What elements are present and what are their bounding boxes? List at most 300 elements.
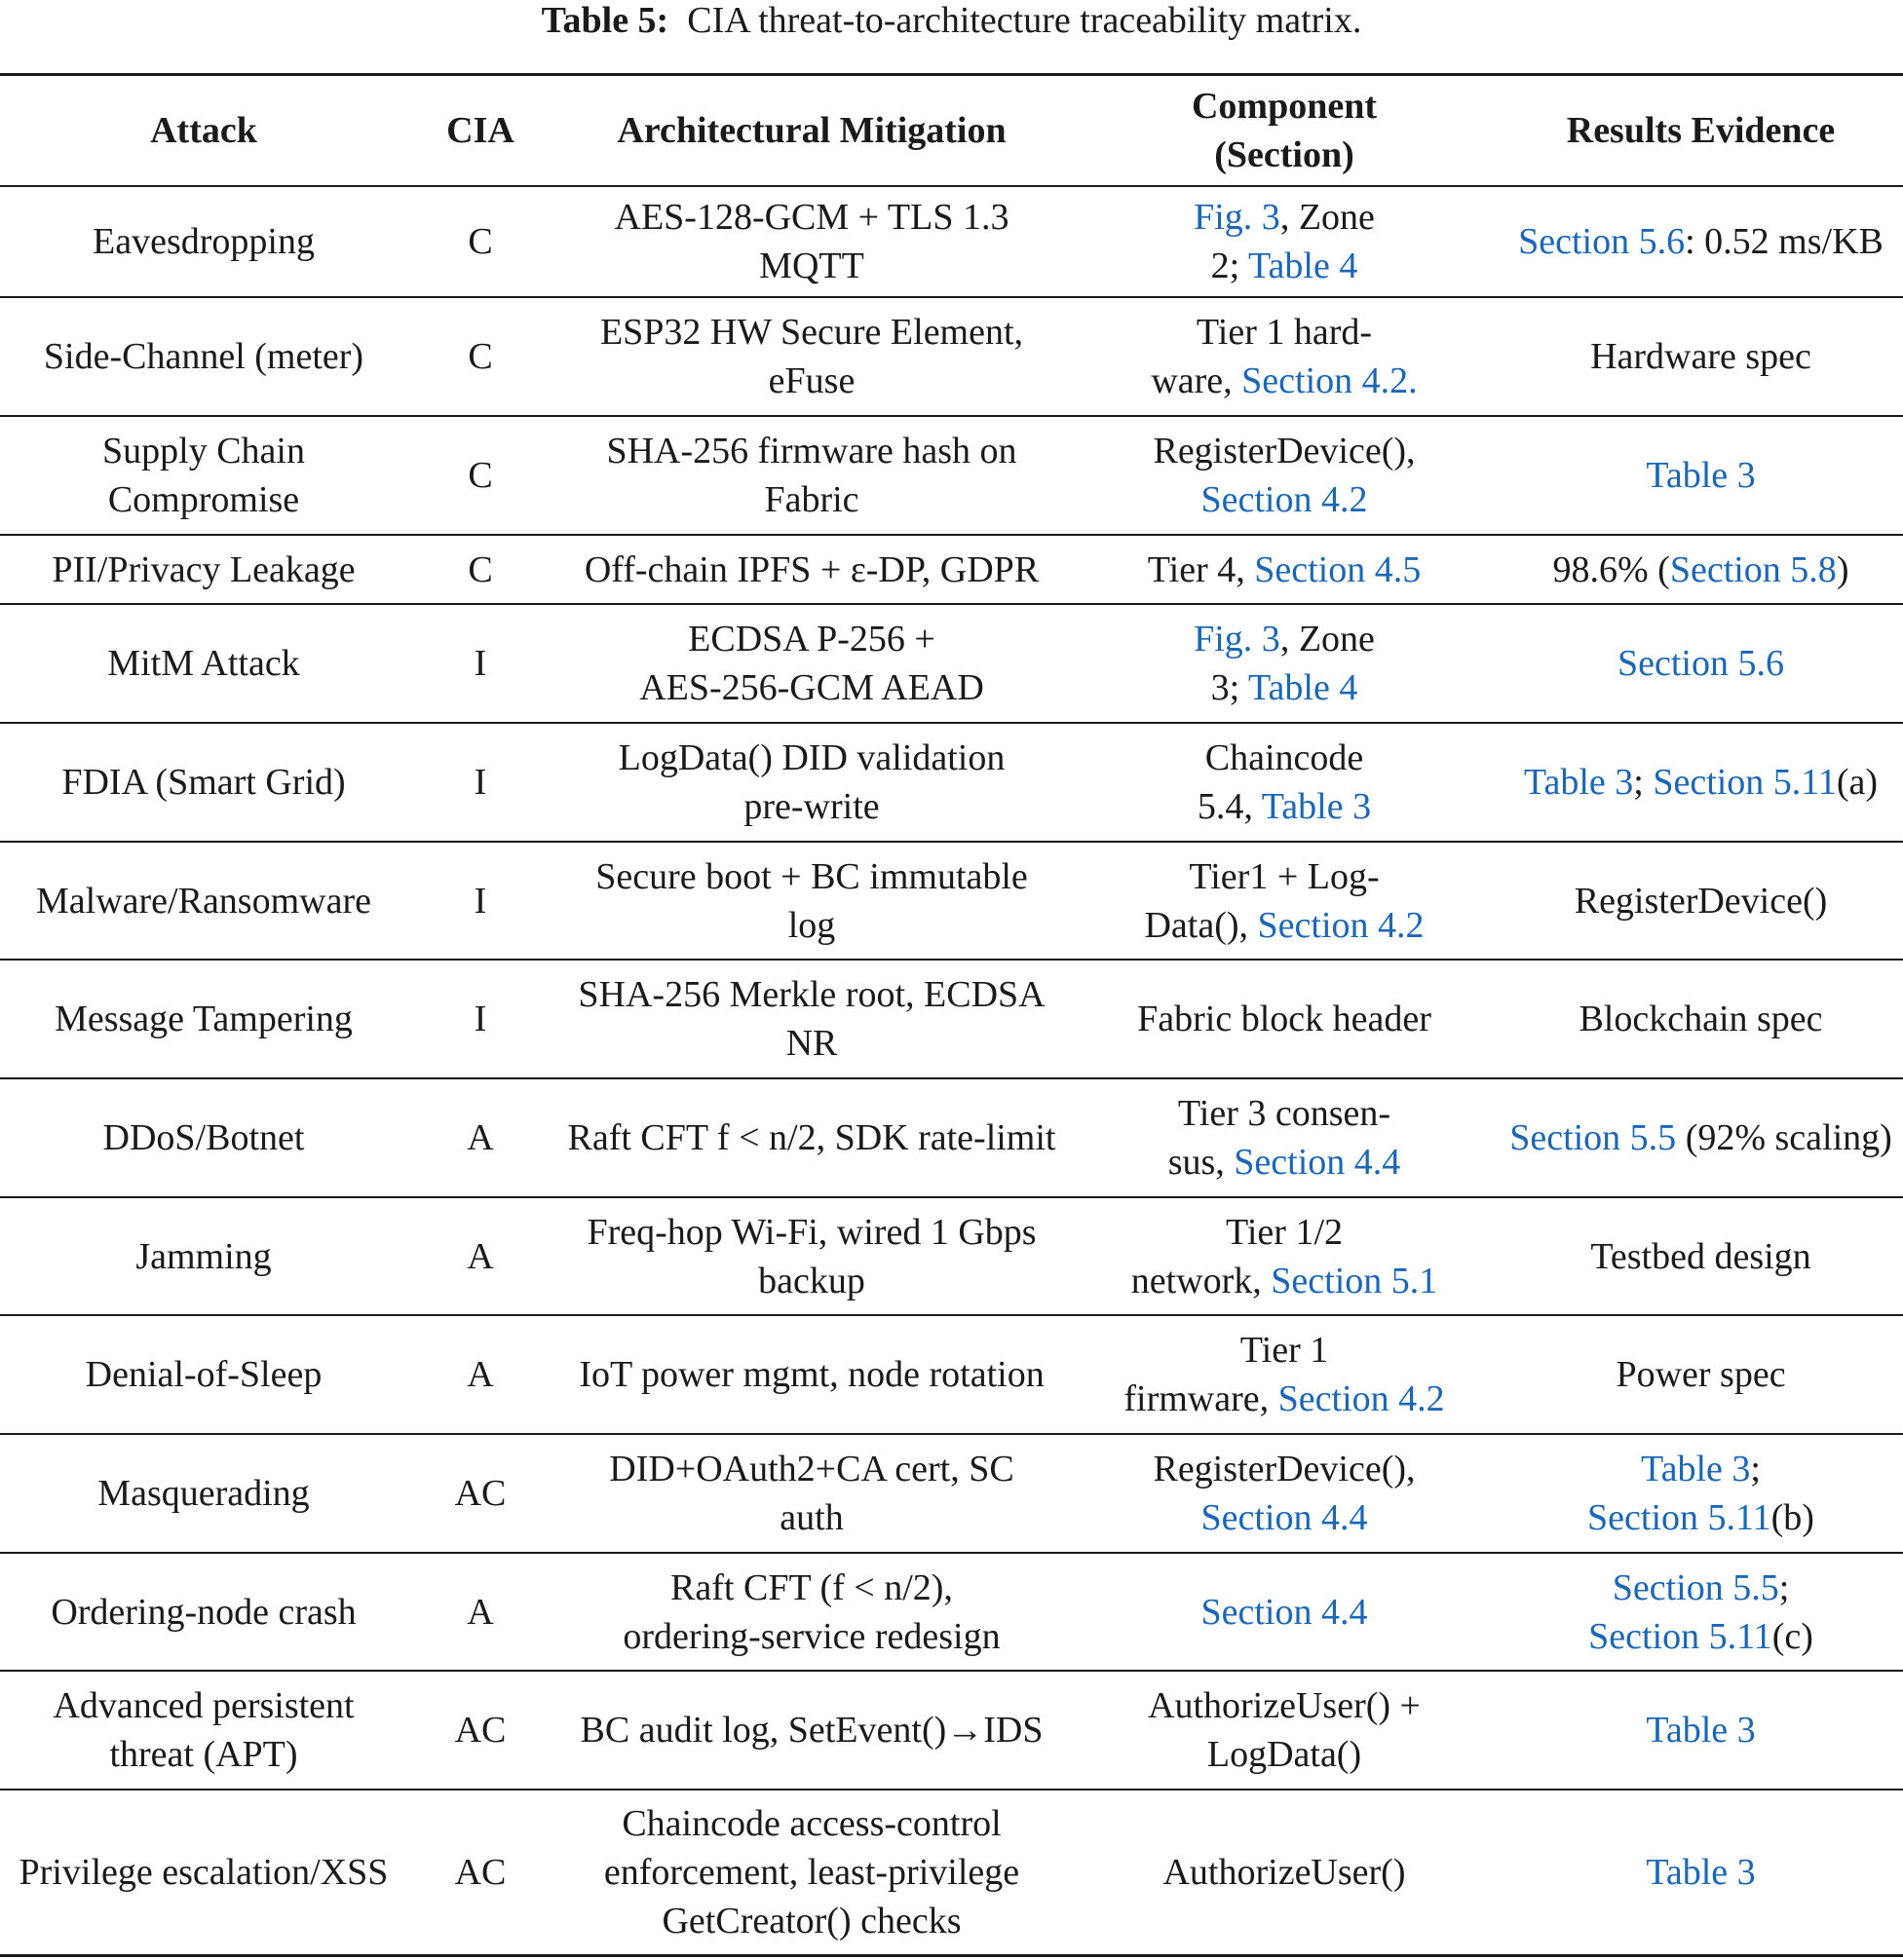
cell-cia xyxy=(407,1554,553,1670)
cell-line xyxy=(1194,197,1375,238)
cross-reference-link[interactable]: Table 3 xyxy=(1261,786,1372,827)
cell-line xyxy=(1131,1261,1438,1301)
cell-line: Chaincode access-control xyxy=(622,1803,1002,1844)
cell-cia xyxy=(407,298,553,415)
cell-attack-text xyxy=(135,1232,271,1281)
cell-mitigation xyxy=(553,298,1070,415)
cross-reference-link[interactable]: Table 4 xyxy=(1248,667,1358,708)
cell-evidence xyxy=(1499,1198,1903,1314)
cell-evidence-text xyxy=(1646,451,1755,500)
cell-line: Malware/Ransomware xyxy=(36,880,371,922)
cell-cia-text xyxy=(468,332,492,381)
cross-reference-link[interactable]: Section 5.8 xyxy=(1669,548,1837,590)
cell-line xyxy=(1162,1852,1405,1893)
cell-evidence-text xyxy=(1618,639,1784,688)
cia-value: I xyxy=(474,643,487,684)
cell-line xyxy=(1518,221,1884,262)
cell-text: network, xyxy=(1130,1260,1272,1301)
cell-line xyxy=(1575,881,1828,922)
cell-component-text xyxy=(1194,193,1375,290)
cell-line xyxy=(1189,856,1379,897)
cell-text: (a) xyxy=(1836,762,1879,803)
cell-attack-text xyxy=(51,1588,356,1637)
cell-line: Off-chain IPFS + ε-DP, GDPR xyxy=(584,548,1040,590)
cell-line xyxy=(1144,905,1424,946)
cell-evidence xyxy=(1499,417,1903,534)
cross-reference-link[interactable]: Fig. 3 xyxy=(1194,197,1280,238)
cell-attack-text xyxy=(36,877,371,925)
cell-mitigation-text xyxy=(639,615,984,712)
cell-text: , Zone xyxy=(1279,197,1375,238)
cell-attack xyxy=(0,1435,407,1552)
cell-mitigation xyxy=(553,187,1070,296)
cell-line: enforcement, least-privilege xyxy=(603,1852,1020,1893)
cell-line: Freq-hop Wi-Fi, wired 1 Gbps xyxy=(587,1211,1037,1253)
cell-line xyxy=(1613,1567,1790,1608)
cell-text: (c) xyxy=(1771,1615,1813,1657)
cell-line xyxy=(1590,336,1811,377)
cell-line: DDoS/Botnet xyxy=(102,1117,305,1158)
header-evidence-text xyxy=(1567,106,1836,155)
cell-attack xyxy=(0,724,407,841)
cell-mitigation-text xyxy=(600,308,1023,405)
cell-component xyxy=(1070,298,1499,415)
cross-reference-link[interactable]: Section 5.11 xyxy=(1587,1497,1771,1538)
cell-attack xyxy=(0,1198,407,1314)
cell-text: Tier 4, xyxy=(1147,548,1255,590)
cell-component xyxy=(1070,536,1499,603)
cell-line: Side-Channel (meter) xyxy=(43,336,364,377)
cell-component-text xyxy=(1168,1089,1401,1187)
cell-line: Secure boot + BC immutable xyxy=(595,855,1028,897)
cross-reference-link[interactable]: Table 3 xyxy=(1646,1710,1756,1751)
cell-component-text xyxy=(1148,546,1421,594)
header-attack-text xyxy=(150,106,257,155)
cross-reference-link[interactable]: Section 5.6 xyxy=(1518,221,1686,262)
cell-component xyxy=(1070,1316,1499,1433)
cell-cia-text xyxy=(475,639,487,688)
cell-text: Tier1 + Log- xyxy=(1189,855,1380,897)
cia-value: I xyxy=(474,999,487,1039)
header-cia xyxy=(407,76,553,185)
cell-attack-text xyxy=(55,995,353,1043)
cell-line xyxy=(1148,1685,1421,1726)
cell-line: ESP32 HW Secure Element, xyxy=(599,312,1024,353)
header-mitigation-text xyxy=(617,106,1006,155)
cell-line: log xyxy=(787,904,836,946)
cia-value: AC xyxy=(454,1852,507,1893)
cell-attack-text xyxy=(52,546,355,594)
cross-reference-link[interactable]: Section 5.11 xyxy=(1653,762,1837,803)
cell-text: RegisterDevice(), xyxy=(1153,431,1416,471)
cell-attack xyxy=(0,605,407,722)
cell-line: ECDSA P-256 + xyxy=(688,619,935,660)
cell-attack xyxy=(0,843,407,959)
cell-evidence-text xyxy=(1518,217,1884,266)
cell-attack-text xyxy=(97,1469,309,1518)
cell-component xyxy=(1070,1554,1499,1670)
cell-line xyxy=(1646,1852,1755,1893)
cell-component-text xyxy=(1153,427,1415,524)
cia-value: C xyxy=(468,336,493,377)
cell-line xyxy=(1168,1142,1401,1183)
cell-line: pre-write xyxy=(743,786,880,827)
cell-line xyxy=(1240,1330,1328,1371)
cell-line xyxy=(1207,1734,1361,1775)
caption-text: CIA threat-to-architecture traceability matrix. xyxy=(687,0,1362,41)
cell-line xyxy=(1211,667,1358,708)
cell-line xyxy=(1641,1449,1761,1489)
table-caption xyxy=(0,0,1903,41)
cell-line xyxy=(1137,999,1431,1039)
cell-line: LogData() DID validation xyxy=(618,737,1006,778)
cell-text: Tier 1/2 xyxy=(1225,1211,1343,1253)
cell-line: Fabric xyxy=(764,479,859,520)
cell-text: ; xyxy=(1750,1449,1761,1489)
cell-mitigation-text xyxy=(587,1208,1036,1305)
cell-line: threat (APT) xyxy=(109,1734,298,1775)
cell-line: Jamming xyxy=(135,1235,272,1277)
cell-evidence-text xyxy=(1553,546,1849,594)
cell-component xyxy=(1070,1198,1499,1314)
cell-text: Chaincode xyxy=(1204,737,1364,778)
cia-value: A xyxy=(467,1354,494,1395)
cell-mitigation-text xyxy=(579,1350,1044,1399)
cell-component-text xyxy=(1151,308,1417,405)
header-evidence xyxy=(1499,76,1903,185)
cell-text: Fabric block header xyxy=(1137,999,1431,1039)
cell-component-text xyxy=(1137,995,1431,1043)
cell-mitigation-text xyxy=(623,1564,1000,1661)
cell-attack-text xyxy=(53,1681,354,1779)
cell-mitigation-text xyxy=(604,1799,1019,1945)
cell-evidence xyxy=(1499,1316,1903,1433)
cell-attack-text xyxy=(102,427,305,524)
cell-text: (b) xyxy=(1770,1497,1814,1538)
cross-reference-link[interactable]: Table 3 xyxy=(1646,1852,1756,1893)
cell-attack xyxy=(0,1672,407,1789)
cell-line: BC audit log, SetEvent()→IDS xyxy=(580,1710,1044,1751)
cell-mitigation-text xyxy=(585,546,1039,594)
cell-evidence-text xyxy=(1616,1350,1785,1399)
cell-line: SHA-256 firmware hash on xyxy=(606,431,1017,471)
cell-attack-text xyxy=(103,1113,305,1162)
cell-line: backup xyxy=(758,1260,865,1301)
cell-line: GetCreator() checks xyxy=(662,1901,962,1941)
cell-line: PII/Privacy Leakage xyxy=(52,548,356,590)
cell-evidence xyxy=(1499,298,1903,415)
cross-reference-link[interactable]: Table 4 xyxy=(1248,245,1358,286)
cell-mitigation xyxy=(553,1672,1070,1789)
cell-line xyxy=(1151,360,1417,401)
cross-reference-link[interactable]: Section 5.6 xyxy=(1618,643,1784,684)
cell-line xyxy=(1201,1497,1368,1538)
cell-cia-text xyxy=(475,758,487,807)
cell-text: ; xyxy=(1633,762,1654,803)
cell-attack xyxy=(0,1554,407,1670)
cell-mitigation-text xyxy=(581,1706,1044,1754)
cross-reference-link[interactable]: Table 3 xyxy=(1523,762,1634,803)
cross-reference-link[interactable]: Section 4.4 xyxy=(1234,1142,1401,1183)
cell-line: IoT power mgmt, node rotation xyxy=(579,1354,1045,1395)
cell-line: Masquerading xyxy=(97,1473,310,1514)
cross-reference-link[interactable]: Section 4.2. xyxy=(1241,360,1418,401)
cell-evidence xyxy=(1499,961,1903,1077)
cell-line xyxy=(1153,431,1415,471)
cell-line xyxy=(1553,549,1849,590)
cell-attack xyxy=(0,187,407,296)
cell-mitigation-text xyxy=(568,1113,1056,1162)
cell-line xyxy=(1148,549,1421,590)
cell-text: , Zone xyxy=(1279,619,1375,660)
cell-line xyxy=(1616,1354,1785,1395)
cell-text: 98.6% ( xyxy=(1552,548,1670,590)
cell-cia xyxy=(407,536,553,603)
cell-cia xyxy=(407,843,553,959)
row-divider xyxy=(0,1954,1903,1957)
cross-reference-link[interactable]: Section 4.2 xyxy=(1277,1378,1445,1419)
cell-evidence-text xyxy=(1590,332,1811,381)
cell-component xyxy=(1070,961,1499,1077)
cell-text: sus, xyxy=(1167,1142,1235,1183)
cell-mitigation-text xyxy=(619,734,1006,831)
cell-line xyxy=(1587,1497,1814,1538)
cell-mitigation xyxy=(553,1316,1070,1433)
cell-text: : 0.52 ms/KB xyxy=(1685,221,1884,262)
cell-cia xyxy=(407,417,553,534)
cell-line: Attack xyxy=(150,110,257,151)
cross-reference-link[interactable]: Section 5.11 xyxy=(1588,1615,1772,1657)
cell-line xyxy=(1211,245,1358,286)
cell-text: Hardware spec xyxy=(1590,336,1811,377)
cell-line: Compromise xyxy=(107,479,300,520)
cell-mitigation xyxy=(553,1198,1070,1314)
cell-text: Power spec xyxy=(1616,1354,1786,1395)
cell-mitigation xyxy=(553,1790,1070,1954)
cell-mitigation xyxy=(553,961,1070,1077)
cell-evidence-text xyxy=(1646,1848,1755,1897)
cell-text: LogData() xyxy=(1206,1734,1362,1775)
cell-evidence-text xyxy=(1575,877,1828,925)
cell-evidence xyxy=(1499,843,1903,959)
cross-reference-link[interactable]: Section 4.4 xyxy=(1200,1591,1368,1633)
cell-line xyxy=(1153,1449,1415,1489)
cell-cia xyxy=(407,1672,553,1789)
cell-line: Message Tampering xyxy=(55,999,353,1039)
cell-line: MitM Attack xyxy=(107,643,300,684)
header-attack xyxy=(0,76,407,185)
cell-cia xyxy=(407,724,553,841)
cell-evidence-text xyxy=(1509,1113,1892,1162)
cross-reference-link[interactable]: Section 4.2 xyxy=(1200,479,1368,520)
cell-cia-text xyxy=(467,1588,493,1637)
cell-component-text xyxy=(1148,1681,1421,1779)
cell-cia-text xyxy=(467,1232,493,1281)
cell-attack-text xyxy=(107,639,299,688)
cell-attack-text xyxy=(86,1350,323,1399)
cell-line xyxy=(1509,1117,1892,1158)
cell-evidence xyxy=(1499,536,1903,603)
cell-cia-text xyxy=(468,546,492,594)
cell-text: AuthorizeUser() + xyxy=(1148,1685,1421,1726)
cell-component-text xyxy=(1201,1588,1368,1637)
cell-attack xyxy=(0,417,407,534)
cia-value: C xyxy=(468,455,493,496)
cell-component-text xyxy=(1162,1848,1405,1897)
cell-line xyxy=(1198,786,1371,827)
caption-label: Table 5: xyxy=(541,0,669,41)
cell-line: Privilege escalation/XSS xyxy=(19,1852,389,1893)
cell-line: SHA-256 Merkle root, ECDSA xyxy=(578,974,1046,1015)
cell-cia-text xyxy=(475,877,487,925)
cross-reference-link[interactable]: Section 5.5 xyxy=(1612,1566,1779,1608)
cell-cia xyxy=(407,1198,553,1314)
cell-cia xyxy=(407,961,553,1077)
cross-reference-link[interactable]: Section 4.5 xyxy=(1254,548,1422,590)
cell-text: ; xyxy=(1778,1566,1790,1608)
cell-line xyxy=(1201,479,1368,520)
cell-cia-text xyxy=(475,995,487,1043)
cross-reference-link[interactable]: Section 5.5 xyxy=(1509,1117,1677,1158)
cell-text: ) xyxy=(1836,548,1849,590)
cell-line: CIA xyxy=(446,110,514,151)
cell-line xyxy=(1588,1616,1813,1657)
cell-component xyxy=(1070,1079,1499,1196)
cell-line: AES-256-GCM AEAD xyxy=(639,667,984,708)
cell-line xyxy=(1197,312,1372,353)
cell-component xyxy=(1070,724,1499,841)
cell-line xyxy=(1646,1710,1755,1751)
cell-line: Advanced persistent xyxy=(53,1685,355,1726)
cross-reference-link[interactable]: Table 3 xyxy=(1646,455,1756,496)
cell-component-text xyxy=(1198,734,1371,831)
cell-evidence xyxy=(1499,187,1903,296)
cell-mitigation-text xyxy=(606,427,1016,524)
cell-attack-text xyxy=(19,1848,389,1897)
cell-cia-text xyxy=(455,1848,507,1897)
cell-mitigation-text xyxy=(595,852,1028,950)
cell-evidence xyxy=(1499,724,1903,841)
cell-evidence xyxy=(1499,1554,1903,1670)
cell-component-text xyxy=(1123,1326,1444,1423)
cell-line: Raft CFT (f < n/2), xyxy=(670,1566,953,1608)
cell-line: auth xyxy=(780,1497,844,1538)
cell-cia-text xyxy=(467,1350,493,1399)
cell-attack-text xyxy=(44,332,363,381)
cell-evidence-text xyxy=(1588,1564,1813,1661)
cell-line xyxy=(1590,1236,1810,1277)
cell-cia xyxy=(407,605,553,722)
cell-line xyxy=(1205,737,1364,778)
cell-line: Denial-of-Sleep xyxy=(85,1354,323,1395)
cell-line: Eavesdropping xyxy=(93,221,315,262)
cell-text: 2; xyxy=(1210,245,1248,286)
cell-line xyxy=(1646,455,1755,496)
cia-value: C xyxy=(468,548,493,590)
cell-evidence-text xyxy=(1590,1232,1810,1281)
cell-evidence xyxy=(1499,1435,1903,1552)
cell-component-text xyxy=(1144,852,1424,950)
cell-evidence xyxy=(1499,1672,1903,1789)
cell-component xyxy=(1070,1435,1499,1552)
cell-attack xyxy=(0,1316,407,1433)
cell-cia-text xyxy=(467,1113,493,1162)
cell-component xyxy=(1070,1672,1499,1789)
cell-cia xyxy=(407,187,553,296)
cia-value: I xyxy=(474,762,487,803)
cell-cia-text xyxy=(455,1469,507,1518)
cell-text: 5.4, xyxy=(1197,786,1262,827)
cross-reference-link[interactable]: Section 5.1 xyxy=(1271,1260,1438,1301)
cell-line: MQTT xyxy=(759,245,864,286)
cell-mitigation xyxy=(553,1554,1070,1670)
cell-evidence xyxy=(1499,605,1903,722)
cell-line xyxy=(1579,999,1822,1039)
cell-attack xyxy=(0,536,407,603)
cell-text: Tier 3 consen- xyxy=(1177,1093,1391,1134)
cross-reference-link[interactable]: Section 4.2 xyxy=(1257,904,1425,946)
cell-line: NR xyxy=(785,1023,838,1064)
cell-mitigation-text xyxy=(609,1445,1013,1542)
cross-reference-link[interactable]: Section 4.4 xyxy=(1200,1497,1368,1538)
cell-line xyxy=(1226,1212,1343,1253)
cell-line xyxy=(1123,1378,1444,1419)
cell-line xyxy=(1201,1592,1368,1633)
cell-component xyxy=(1070,187,1499,296)
cell-line: Component xyxy=(1191,86,1378,127)
cell-evidence-text xyxy=(1524,758,1878,807)
cell-text: RegisterDevice() xyxy=(1574,880,1828,922)
cell-evidence-text xyxy=(1579,995,1822,1043)
cell-text: AuthorizeUser() xyxy=(1162,1852,1406,1893)
cell-mitigation-text xyxy=(615,193,1009,290)
cell-component xyxy=(1070,1790,1499,1954)
cell-line: DID+OAuth2+CA cert, SC xyxy=(609,1449,1014,1489)
cell-line xyxy=(1178,1093,1390,1134)
cell-text: RegisterDevice(), xyxy=(1153,1449,1416,1489)
cell-attack-text xyxy=(61,758,345,807)
cell-text: ware, xyxy=(1151,360,1242,401)
cell-line: Ordering-node crash xyxy=(51,1591,357,1633)
cross-reference-link[interactable]: Fig. 3 xyxy=(1194,619,1280,660)
cia-value: AC xyxy=(454,1473,507,1514)
cell-attack xyxy=(0,1790,407,1954)
cell-text: Blockchain spec xyxy=(1579,999,1823,1039)
cell-cia xyxy=(407,1316,553,1433)
cell-component xyxy=(1070,843,1499,959)
cell-text: Data(), xyxy=(1144,904,1258,946)
cell-line: Architectural Mitigation xyxy=(617,110,1007,151)
cell-evidence xyxy=(1499,1079,1903,1196)
cell-mitigation xyxy=(553,536,1070,603)
cell-evidence-text xyxy=(1587,1445,1814,1542)
cell-text: 3; xyxy=(1210,667,1248,708)
cell-text: firmware, xyxy=(1123,1378,1278,1419)
cell-cia xyxy=(407,1435,553,1552)
cell-component xyxy=(1070,417,1499,534)
cell-line xyxy=(1194,619,1375,660)
cross-reference-link[interactable]: Table 3 xyxy=(1641,1449,1751,1489)
cell-attack xyxy=(0,1079,407,1196)
cell-text: Testbed design xyxy=(1590,1235,1811,1277)
cell-line: eFuse xyxy=(768,360,856,401)
cia-value: A xyxy=(467,1235,494,1277)
cell-mitigation xyxy=(553,605,1070,722)
cell-line: AES-128-GCM + TLS 1.3 xyxy=(614,197,1009,238)
cia-value: AC xyxy=(454,1710,507,1751)
cell-line xyxy=(1524,762,1878,803)
cell-mitigation xyxy=(553,1435,1070,1552)
